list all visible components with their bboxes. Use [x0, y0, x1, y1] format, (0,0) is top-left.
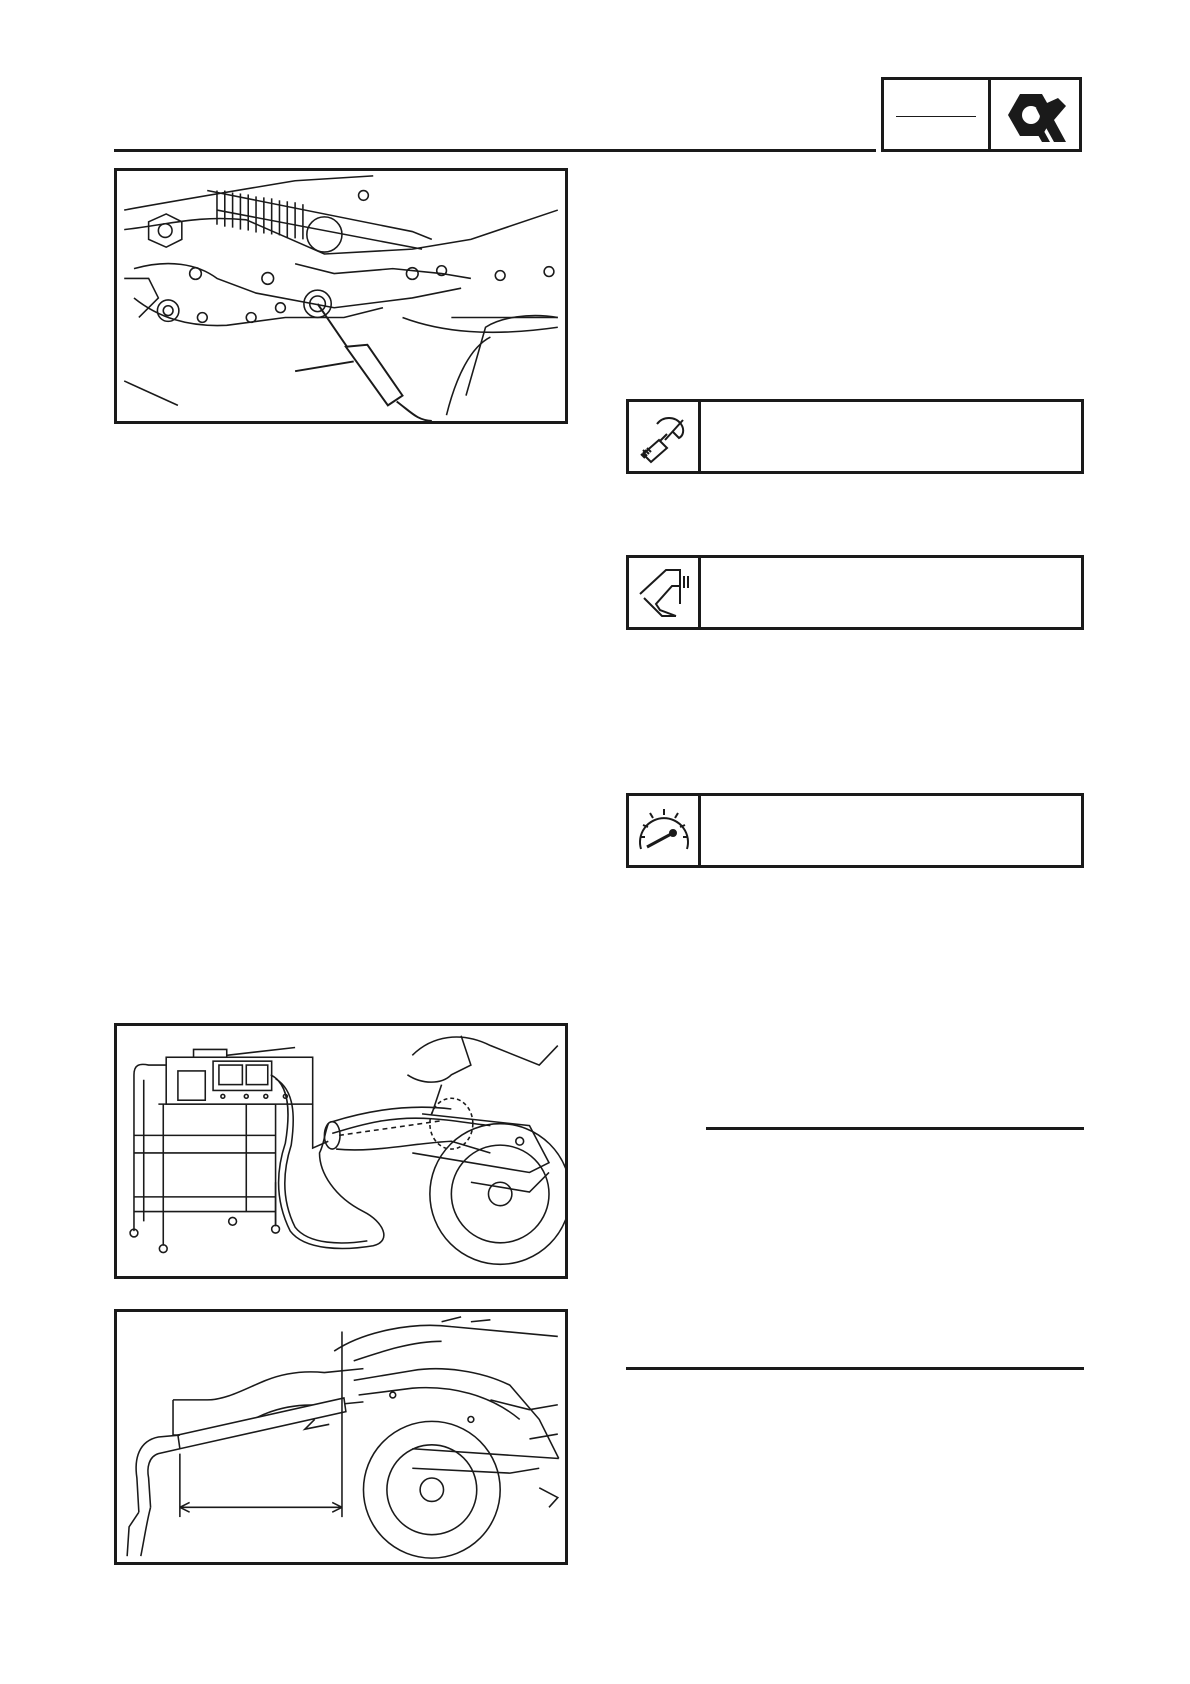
measurement-text: [701, 558, 1081, 627]
exhaust-analyzer-figure: [114, 1023, 568, 1279]
gauge-text: [701, 796, 1081, 865]
section-badge-line: [896, 116, 976, 117]
caliper-icon: [629, 558, 701, 627]
wrench-nut-icon: [991, 80, 1079, 149]
special-tool-text: [701, 402, 1081, 471]
probe-insertion-figure: [114, 1309, 568, 1565]
special-tool-box: [626, 399, 1084, 474]
gauge-icon: [629, 796, 701, 865]
header-rule: [114, 149, 876, 152]
note-rule-bottom: [626, 1367, 1084, 1370]
note-rule-top: [706, 1127, 1084, 1130]
drain-bolt-figure: [114, 168, 568, 424]
section-badge: [881, 77, 1082, 152]
measurement-box: [626, 555, 1084, 630]
gauge-box: [626, 793, 1084, 868]
special-tool-icon: [629, 402, 701, 471]
section-badge-label: [884, 80, 991, 149]
